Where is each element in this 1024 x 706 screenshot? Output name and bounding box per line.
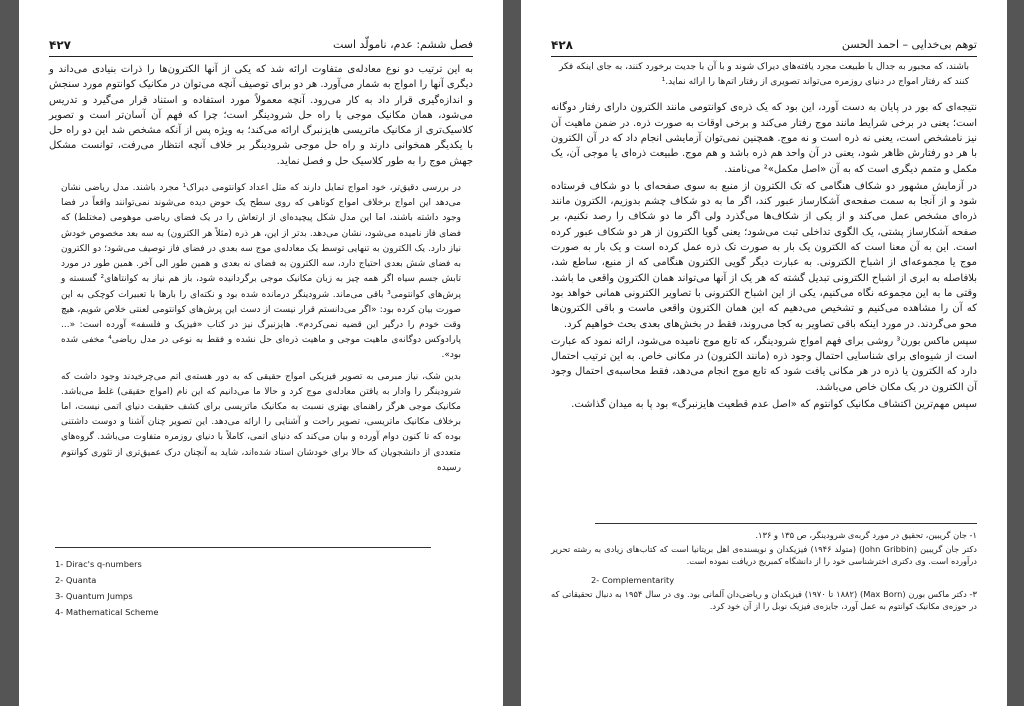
right-page (521, 0, 1007, 706)
page-number: ۴۲۷ (49, 38, 71, 52)
right-page-header (551, 34, 977, 57)
footnote: 2- Complementarity (591, 575, 675, 585)
block-quote: باشند، که مجبور به جدال با طبیعت مجرد یافته‌های دیراک شوند و با آن با جدیت برخورد کنند، به جای اینکه فکر کنند که رفتار امواج در دنیای روزمره می‌تواند تصویری از رفتار اتم‌ها را ارائه نماید.¹ (559, 62, 969, 88)
body-paragraph: به این ترتیب دو نوع معادله‌ی متفاوت ارائه شد که یکی از آنها الکترون‌ها را ذرات بنیادی می‌داند و دیگری آنها را امواج به شمار می‌آورد. هر دو برای توصیف آنچه می‌توان در مکانیک کوانتوم مورد سنجش و اندازه‌گیری قرار داد به کار می‌رود. آنچه معمولاً مورد استفاده و استناد قرار می‌گیرد و تدریس می‌شود، همان مکانیک موجی یا راه حل شرودینگر است؛ چرا که فهم آن آسان‌تر است و تصویر کلاسیک‌تری از مکانیک ماتریسی هایزنبرگ ارائه می‌کند؛ به ویژه پس از آنکه مشخص شد این دو راه حل با یکدیگر همخوانی دارند و راه حل موجی شرودینگر بر خلاف آنچه انتظار می‌رفت، توانست مشکل جهش موج را به طور کلاسیک حل و فصل نماید. (49, 64, 473, 167)
body-paragraph: در آزمایش مشهور دو شکاف هنگامی که تک الکترون از منبع به سوی صفحه‌ای با دو شکاف فرستاده شود و از آنجا به سمت صفحه‌ی آشکارساز عبور کند، اگر ما به دو شکاف چشم بدوزیم، الکترون مانند ذره‌ای مشخص عمل می‌کند و از یکی از شکاف‌ها می‌گذرد ولی اگر ما دو شکاف را رصد نکنیم، بر صفحه آشکارساز پشتی، یک الگوی تداخلی ثبت می‌شود؛ یعنی گویا الکترون از هر دو شکاف عبور کرده است. این به آن معنا است که الکترون یک بار به صورت تک ذره عمل کرده است و یک بار به صورت موج یا مجموعه‌ای از اشباح الکترونی. به عبارت دیگر گویی الکترون هنگامی که از منبع، ساطع شد، بلافاصله به ابری از اشباح الکترونی تبدیل گشته که هر یک از آنها می‌تواند همان الکترون واقعی ما باشد. وقتی ما به این مجموعه نگاه می‌کنیم، یکی از این اشباح الکترونی با تصاویر الکترونی همانی خواهد بود که آن را مشاهده می‌کنیم و تشخیص می‌دهیم که این همان الکترون واقعی ماست و باقی الکترون‌ها محو می‌گردند. در مورد اینکه باقی تصاویر به کجا می‌روند، فقط در بخش‌های بعدی بحث خواهیم کرد. (551, 180, 977, 330)
block-quote: در بررسی دقیق‌تر، خود امواج تمایل دارند که مثل اعداد کوانتومی دیراک¹ مجرد باشند. مدل ریاضی نشان می‌دهد این امواج برخلاف امواج کوتاهی که روی سطح یک حوض دیده می‌شوند نمی‌توانند واقعاً در فضا وجود داشته باشند، اما این مدل شکل پیچیده‌ای از ارتعاش را در یک فضای ریاضی موهومی (مختلط) که فضای فاز نامیده می‌شود، نشان می‌دهد. بدتر از این، هر ذره (مثلاً هر الکترون) به سه بعد مخصوص خودش نیاز دارد. یک الکترون به تنهایی توسط یک معادله‌ی موج سه بعدی در فضای فاز توصیف می‌شود؛ دو الکترون به فضای شش بعدی احتیاج دارد، سه الکترون به فضای نه بعدی و همین طور الی آخر. همین طور در مورد تابش جسم سیاه اگر همه چیز به زبان مکانیک موجی برگردانیده شود، باز هم نیاز به کوانتاهای² گسسته و پرش‌های کوانتومی³ باقی می‌ماند. شرودینگر درمانده شده بود و نکته‌ای را بارها با تعبیرات کوچکی به این صورت بیان کرده بود: «اگر می‌دانستم قرار نیست از دست این پرش‌های کوانتومی لعنتی خلاص شویم، هیچ وقت خودم را درگیر این قضیه نمی‌کردم». هایزنبرگ نیز در کتاب «فیزیک و فلسفه» آورده است: «... پارادوکس دوگانه‌ی ماهیت موجی و ماهیت ذره‌ای حل نشده و فقط به نوعی در مدل ریاضی⁴ مخفی شده بود». (61, 183, 461, 361)
footnote: 3- Quantum Jumps (55, 591, 133, 601)
footnote-divider (595, 523, 977, 524)
body-paragraph: سپس ماکس بورن³ روشی برای فهم امواج شرودینگر، که تابع موج نامیده می‌شود، ارائه نمود که عبارت است از شیوه‌ای برای شناسایی احتمال وجود ذره (مانند الکترون) در مکانی خاص. به این ترتیب احتمال دارد که الکترون یا ذره در هر مکانی یافت شود که تابع موج انجام می‌دهد، فقط محاسبه‌ی احتمال وجود آن الکترون در یک مکان خاص می‌باشد. (551, 335, 977, 393)
footnote: 1- Dirac's q-numbers (55, 559, 142, 569)
footnote-divider (55, 547, 431, 548)
left-page-header (49, 34, 473, 57)
left-page-body (49, 62, 473, 476)
running-title: توهم بی‌خدایی – احمد الحسن (841, 38, 977, 51)
right-page-body (551, 60, 977, 414)
footnote: 2- Quanta (55, 575, 97, 585)
footnote: ۱- جان گریبین، تحقیق در مورد گربه‌ی شرودینگر، ص ۱۳۵ و ۱۳۶. (755, 530, 977, 540)
footnote: ۳- دکتر ماکس بورن (Max Born) (۱۸۸۲ تا ۱۹۷۰) فیزیکدان و ریاضی‌دان آلمانی بود. وی در سال ۱۹۵۴ به دنبال تحقیقاتی که در حوزه‌ی مکانیک کوانتوم به عمل آورد، جایزه‌ی فیزیک نوبل را از آن خود کرد. (551, 589, 978, 611)
body-paragraph: نتیجه‌ای که بور در پایان به دست آورد، این بود که یک ذره‌ی کوانتومی مانند الکترون دارای رفتار دوگانه است؛ یعنی در برخی شرایط مانند موج رفتار می‌کند و برخی اوقات به صورت ذره. در ضمن ماهیت آن نیز نامشخص است، یعنی نه ذره است و نه موج. همچنین نمی‌توان آزمایشی انجام داد که در آن الکترون با هر دو رفتارش ظاهر شود، یعنی در آن واحد هم ذره باشد و هم موج. طبیعت ذره‌ای یا موجی آن، یک مکمل و متمم دیگری است که به آن «اصل مکمل»² می‌نامند. (551, 102, 977, 175)
block-quote: بدین شک، نیاز مبرمی به تصویر فیزیکی امواج حقیقی که به دور هسته‌ی اتم می‌چرخیدند وجود داشت که شرودینگر را وادار به یافتن معادله‌ی موج کرد و حالا ما می‌دانیم که این نام (امواج حقیقی) غلط می‌باشد. مکانیک موجی هرگز راهنمای بهتری نسبت به مکانیک ماتریسی برای کشف حقیقت دنیای اتمی نیست، اما برخلاف مکانیک ماتریسی، تصویر راحت و آشنایی را ارائه می‌دهد. این تصویر چنان آشنا و دوست داشتنی بوده که تا کنون دوام آورده و بیان می‌کند که دنیای اتمی، کاملاً با دنیای روزمره متفاوت می‌باشد. گروه‌های متعددی از دانشجویان که حالا برای خودشان استاد شده‌اند، شاید به آنچنان درک عمیق‌تری از تئوری کوانتوم رسیده (61, 371, 461, 473)
left-page (19, 0, 503, 706)
body-paragraph: سپس مهم‌ترین اکتشاف مکانیک کوانتوم که «اصل عدم قطعیت هایزنبرگ» بود پا به میدان گذاشت. (571, 399, 977, 411)
footnote: دکتر جان گریبین (John Gribbin) (متولد ۱۹۴۶) فیزیکدان و نویسنده‌ی اهل بریتانیا است که کتاب‌های زیادی به رشته تحریر درآورده است. وی دکتری اخترشناسی خود را از دانشگاه کمبریج دریافت نموده است. (551, 544, 977, 566)
page-number: ۴۲۸ (551, 38, 573, 52)
footnote: 4- Mathematical Scheme (55, 607, 159, 617)
running-title: فصل ششم: عدم، نامولّد است (332, 38, 473, 51)
